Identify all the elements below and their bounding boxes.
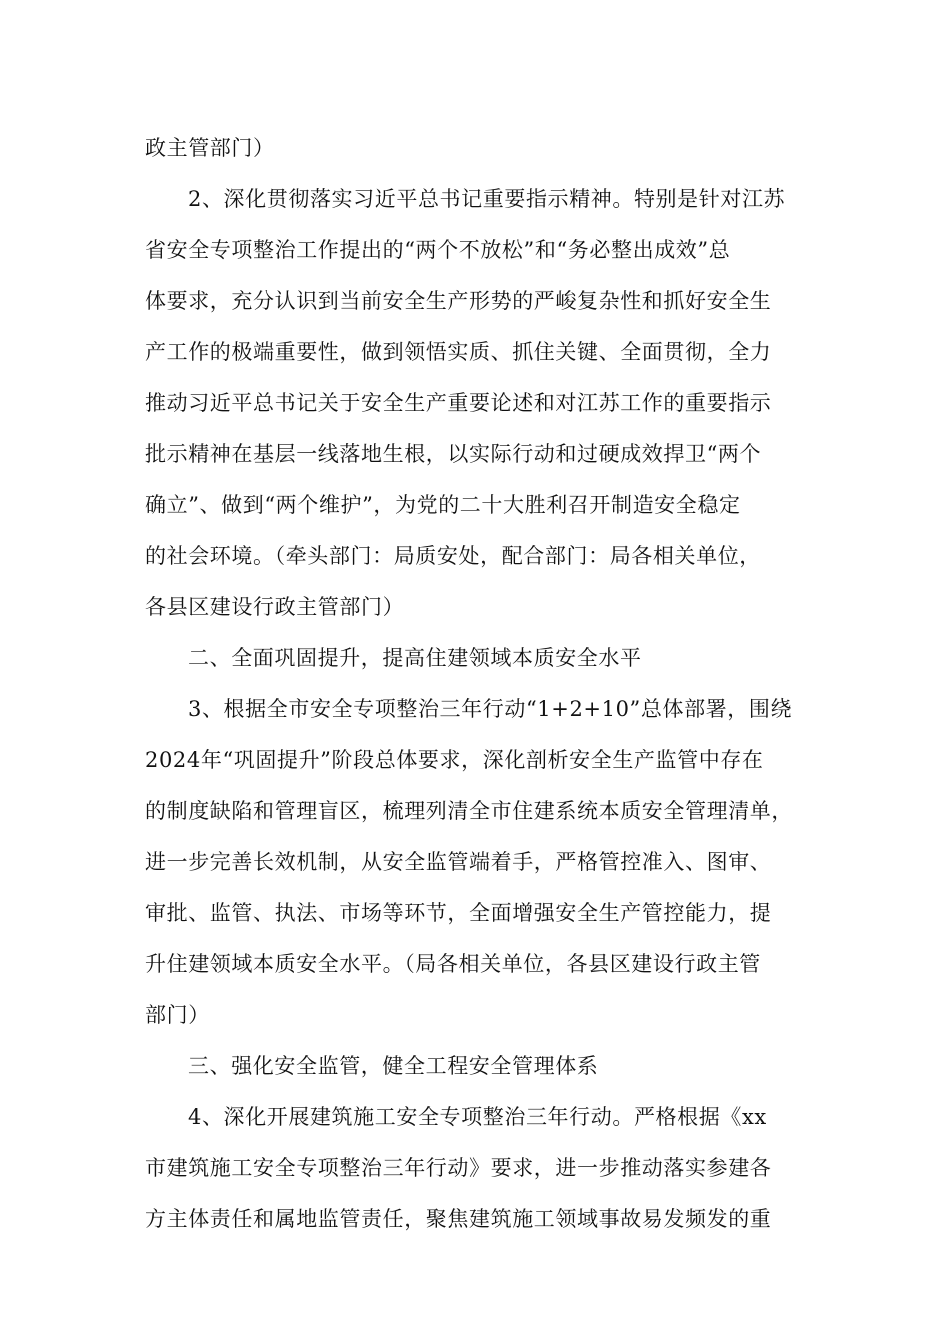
text-line (0, 483, 950, 527)
text-line-content: 3、根据全市安全专项整治三年行动“1+2+10”总体部署，围绕 (188, 697, 793, 721)
section-heading (0, 636, 950, 680)
text-line (0, 177, 950, 221)
text-line-content: 政主管部门） (145, 136, 275, 160)
section-heading-text: 二、全面巩固提升，提高住建领域本质安全水平 (188, 646, 642, 670)
text-line-content: 的制度缺陷和管理盲区，梳理列清全市住建系统本质安全管理清单， (145, 799, 793, 823)
text-line (0, 1146, 950, 1190)
section-heading (0, 1044, 950, 1088)
text-line (0, 738, 950, 782)
text-line-content: 进一步完善长效机制，从安全监管端着手，严格管控准入、图审、 (145, 850, 772, 874)
text-line-content: 2、深化贯彻落实习近平总书记重要指示精神。特别是针对江苏 (188, 187, 786, 211)
text-line (0, 1197, 950, 1241)
text-line-content: 升住建领域本质安全水平。（局各相关单位，各县区建设行政主管 (145, 952, 761, 976)
text-line (0, 891, 950, 935)
text-line (0, 993, 950, 1037)
text-line-content: 批示精神在基层一线落地生根，以实际行动和过硬成效捍卫“两个 (145, 442, 762, 466)
text-line-content: 4、深化开展建筑施工安全专项整治三年行动。严格根据《xx (188, 1105, 767, 1129)
text-line-content: 2024年“巩固提升”阶段总体要求，深化剖析安全生产监管中存在 (145, 748, 764, 772)
text-line-content: 体要求，充分认识到当前安全生产形势的严峻复杂性和抓好安全生 (145, 289, 772, 313)
text-line (0, 126, 950, 170)
section-heading-text: 三、强化安全监管，健全工程安全管理体系 (188, 1054, 599, 1078)
text-line-content: 推动习近平总书记关于安全生产重要论述和对江苏工作的重要指示 (145, 391, 772, 415)
text-line-content: 省安全专项整治工作提出的“两个不放松”和“务必整出成效”总 (145, 238, 731, 262)
text-line (0, 381, 950, 425)
text-line (0, 279, 950, 323)
text-line (0, 789, 950, 833)
text-line (0, 228, 950, 272)
text-line-content: 各县区建设行政主管部门） (145, 595, 405, 619)
text-line (0, 1095, 950, 1139)
text-line (0, 585, 950, 629)
text-line-content: 的社会环境。（牵头部门：局质安处，配合部门：局各相关单位， (145, 544, 761, 568)
text-line (0, 840, 950, 884)
text-line (0, 942, 950, 986)
text-line (0, 534, 950, 578)
text-line (0, 687, 950, 731)
text-line-content: 市建筑施工安全专项整治三年行动》要求，进一步推动落实参建各 (145, 1156, 772, 1180)
text-line-content: 确立”、做到“两个维护”，为党的二十大胜利召开制造安全稳定 (145, 493, 741, 517)
text-line (0, 330, 950, 374)
text-line (0, 432, 950, 476)
text-line-content: 方主体责任和属地监管责任，聚焦建筑施工领域事故易发频发的重 (145, 1207, 772, 1231)
text-line-content: 产工作的极端重要性，做到领悟实质、抓住关键、全面贯彻，全力 (145, 340, 772, 364)
text-line-content: 部门） (145, 1003, 210, 1027)
text-line-content: 审批、监管、执法、市场等环节，全面增强安全生产管控能力，提 (145, 901, 772, 925)
